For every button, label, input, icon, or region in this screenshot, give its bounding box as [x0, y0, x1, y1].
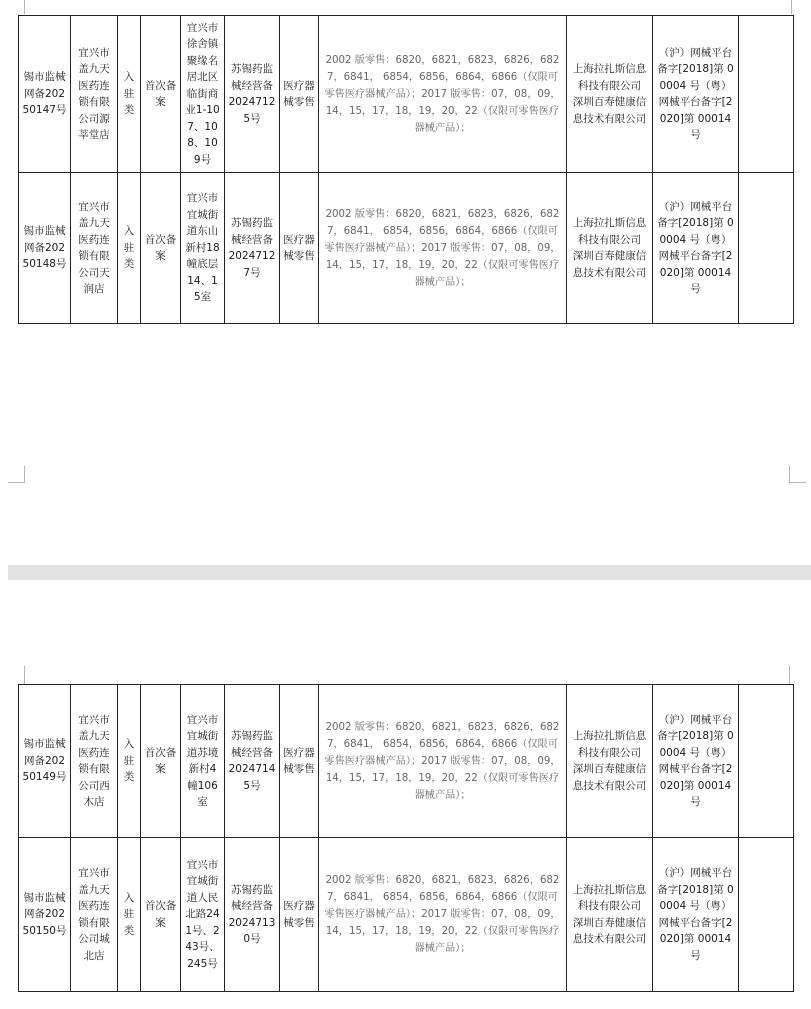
scope-cell: 2002 版零售：6820，6821，6823，6826，6827，6841， 6854，6856，6864，6866（仅限可零售医疗器械产品）；2017 版零售：07，08，09，14，15，17，18，19，20，22（仅限可零售医疗器械产品）； [319, 838, 567, 992]
platform-no-cell: （沪）网械平台备字[2018]第 00004 号（粤）网械平台备字[2020]第 00014 号 [653, 173, 739, 324]
table-row [19, 685, 794, 838]
category-cell: 医疗器械零售 [280, 173, 319, 324]
address-cell: 宜兴市宜城街道人民北路241号、243号、245号 [181, 838, 225, 992]
page-separator [8, 565, 811, 580]
record-no-cell: 锡市监械网备20250150号 [19, 838, 71, 992]
filing-cell: 首次备案 [141, 685, 181, 838]
crop-mark [789, 466, 806, 483]
crop-mark [8, 666, 25, 684]
category-cell: 医疗器械零售 [280, 685, 319, 838]
record-no-cell: 锡市监械网备20250147号 [19, 16, 71, 173]
crop-mark [791, 0, 808, 14]
scope-cell: 2002 版零售：6820，6821，6823，6826，6827，6841， 6854，6856，6864，6866（仅限可零售医疗器械产品）；2017 版零售：07，08，09，14，15，17，18，19，20，22（仅限可零售医疗器械产品）； [319, 685, 567, 838]
company-cell: 宜兴市盖九天医药连锁有限公司源莘堂店 [71, 16, 118, 173]
platform-no-cell: （沪）网械平台备字[2018]第 00004 号（粤）网械平台备字[2020]第 00014 号 [653, 685, 739, 838]
crop-mark [789, 666, 806, 684]
company-cell: 宜兴市盖九天医药连锁有限公司天润店 [71, 173, 118, 324]
address-cell: 宜兴市宜城街道苏境新村4幢106室 [181, 685, 225, 838]
type-cell: 入驻类 [118, 685, 141, 838]
record-no-cell: 锡市监械网备20250149号 [19, 685, 71, 838]
crop-mark [8, 466, 25, 483]
record-table-bottom [18, 684, 794, 992]
table-row [19, 838, 794, 992]
license-cell: 苏锡药监械经营备20247145号 [225, 685, 280, 838]
table-row [19, 16, 794, 173]
company-cell: 宜兴市盖九天医药连锁有限公司城北店 [71, 838, 118, 992]
license-cell: 苏锡药监械经营备20247127号 [225, 173, 280, 324]
filing-cell: 首次备案 [141, 838, 181, 992]
record-table-top [18, 15, 794, 324]
category-cell: 医疗器械零售 [280, 16, 319, 173]
scope-cell: 2002 版零售：6820，6821，6823，6826，6827，6841， 6854，6856，6864，6866（仅限可零售医疗器械产品）；2017 版零售：07，08，09，14，15，17，18，19，20，22（仅限可零售医疗器械产品）； [319, 16, 567, 173]
filing-cell: 首次备案 [141, 173, 181, 324]
record-no-cell: 锡市监械网备20250148号 [19, 173, 71, 324]
empty-cell [739, 685, 794, 838]
platform-no-cell: （沪）网械平台备字[2018]第 00004 号（粤）网械平台备字[2020]第 00014 号 [653, 16, 739, 173]
license-cell: 苏锡药监械经营备20247125号 [225, 16, 280, 173]
address-cell: 宜兴市徐舍镇聚缘名居北区临街商业1-107、108、109号 [181, 16, 225, 173]
crop-mark [8, 0, 25, 14]
type-cell: 入驻类 [118, 838, 141, 992]
company-cell: 宜兴市盖九天医药连锁有限公司西木店 [71, 685, 118, 838]
platform-no-cell: （沪）网械平台备字[2018]第 00004 号（粤）网械平台备字[2020]第 00014 号 [653, 838, 739, 992]
scope-cell: 2002 版零售：6820，6821，6823，6826，6827，6841， 6854，6856，6864，6866（仅限可零售医疗器械产品）；2017 版零售：07，08，09，14，15，17，18，19，20，22（仅限可零售医疗器械产品）； [319, 173, 567, 324]
license-cell: 苏锡药监械经营备20247130号 [225, 838, 280, 992]
table-row [19, 173, 794, 324]
type-cell: 入驻类 [118, 16, 141, 173]
empty-cell [739, 838, 794, 992]
address-cell: 宜兴市宜城街道东山新村18幢底层14、15室 [181, 173, 225, 324]
platform-cell: 上海拉扎斯信息科技有限公司 深圳百寿健康信息技术有限公司 [567, 838, 653, 992]
filing-cell: 首次备案 [141, 16, 181, 173]
platform-cell: 上海拉扎斯信息科技有限公司 深圳百寿健康信息技术有限公司 [567, 173, 653, 324]
type-cell: 入驻类 [118, 173, 141, 324]
platform-cell: 上海拉扎斯信息科技有限公司 深圳百寿健康信息技术有限公司 [567, 16, 653, 173]
category-cell: 医疗器械零售 [280, 838, 319, 992]
empty-cell [739, 16, 794, 173]
empty-cell [739, 173, 794, 324]
platform-cell: 上海拉扎斯信息科技有限公司 深圳百寿健康信息技术有限公司 [567, 685, 653, 838]
